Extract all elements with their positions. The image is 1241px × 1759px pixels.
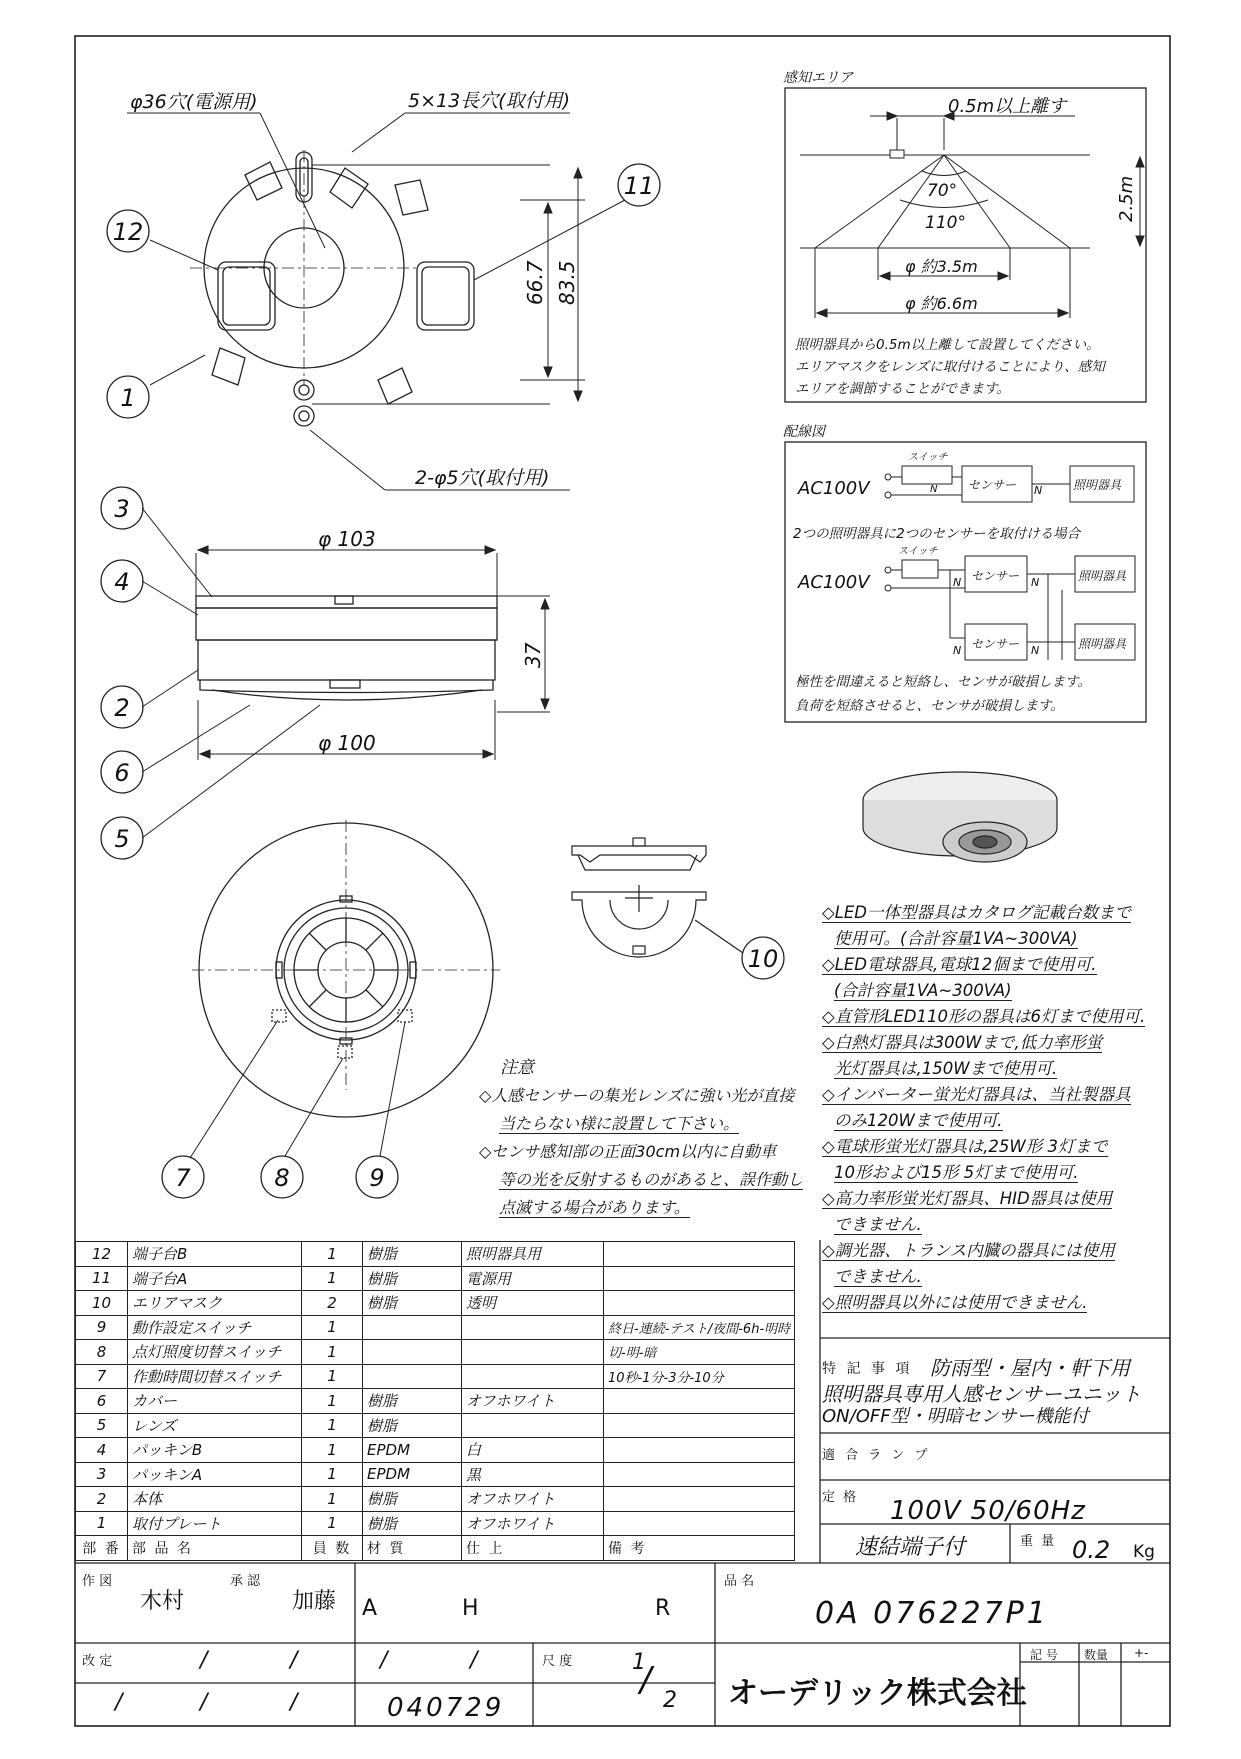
area-note-3: エリアを調節することができます。	[795, 381, 1010, 397]
wiring-ac-2: AC100V	[798, 572, 870, 593]
parts-cell: 樹脂	[363, 1413, 462, 1438]
scale-slash: /	[640, 1660, 652, 1700]
parts-cell	[462, 1364, 604, 1389]
usage-12: ◇高力率形蛍光灯器具、HID器具は使用	[822, 1189, 1113, 1208]
parts-cell: 1	[76, 1511, 128, 1536]
approved-label: 承 認	[230, 1574, 261, 1589]
usage-5: ◇直管形LED110形の器具は6灯まで使用可.	[822, 1007, 1146, 1026]
parts-cell: パッキンA	[128, 1462, 302, 1487]
usage-16: ◇照明器具以外には使用できません.	[822, 1293, 1088, 1312]
balloon-8: 8	[274, 1164, 290, 1192]
rating-label: 定 格	[822, 1490, 859, 1505]
parts-cell	[604, 1438, 795, 1463]
parts-cell: 9	[76, 1315, 128, 1340]
wiring-n-1a: N	[930, 484, 938, 495]
bottom-view	[192, 820, 500, 1117]
angle70-label: 70°	[927, 181, 958, 201]
usage-6: ◇白熱灯器具は300Wまで,低力率形蛍	[822, 1033, 1103, 1052]
revision-slash-2: /	[290, 1648, 298, 1673]
scale-denominator: 2	[663, 1688, 677, 1713]
parts-cell: 動作設定スイッチ	[128, 1315, 302, 1340]
scale-numerator: 1	[632, 1650, 646, 1675]
parts-cell: 黒	[462, 1462, 604, 1487]
detection-diagram	[800, 112, 1144, 318]
parts-cell: 4	[76, 1438, 128, 1463]
product-label: 品 名	[724, 1574, 755, 1589]
lamp-label: 適 合 ラ ン プ	[822, 1448, 931, 1463]
parts-cell: カバー	[128, 1389, 302, 1414]
detection-area-title: 感知エリア	[783, 70, 853, 86]
product-name-1: 照明器具専用人感センサーユニット	[822, 1382, 1142, 1406]
parts-cell: 1	[302, 1315, 363, 1340]
parts-cell: 5	[76, 1413, 128, 1438]
sensor-perspective	[863, 772, 1057, 862]
parts-cell: 1	[302, 1438, 363, 1463]
parts-cell	[604, 1487, 795, 1512]
parts-cell	[604, 1389, 795, 1414]
product-name-2: ON/OFF型・明暗センサー機能付	[822, 1406, 1089, 1427]
parts-cell: 照明器具用	[462, 1242, 604, 1267]
parts-cell: 6	[76, 1389, 128, 1414]
revision-slash-5: /	[115, 1690, 123, 1715]
parts-cell: 10	[76, 1291, 128, 1316]
parts-cell: 12	[76, 1242, 128, 1267]
callout-slot: 5×13長穴(取付用)	[408, 90, 571, 112]
wiring-n-2b: N	[953, 644, 962, 657]
rev-h: H	[462, 1596, 479, 1621]
parts-cell: レンズ	[128, 1413, 302, 1438]
wiring-title: 配線図	[783, 424, 825, 440]
parts-cell	[604, 1511, 795, 1536]
usage-2: 使用可。(合計容量1VA~300VA)	[834, 929, 1078, 948]
wiring-n-2a: N	[953, 576, 962, 589]
symbol-label: 記 号	[1030, 1648, 1058, 1662]
parts-cell: パッキンB	[128, 1438, 302, 1463]
body	[198, 640, 495, 680]
weight-label: 重 量	[1020, 1534, 1057, 1549]
parts-header-cell: 仕 上	[462, 1536, 604, 1561]
parts-cell: EPDM	[363, 1438, 462, 1463]
parts-cell: 電源用	[462, 1266, 604, 1291]
usage-13: できません.	[834, 1215, 922, 1234]
revision-slash-4: /	[470, 1648, 478, 1673]
revision-slash-3: /	[380, 1648, 388, 1673]
top-view	[190, 150, 474, 426]
parts-cell: 1	[302, 1462, 363, 1487]
wiring-sensor-2a: センサー	[971, 569, 1020, 583]
caution-line-4: 等の光を反射するものがあると、誤作動し	[499, 1170, 804, 1189]
dim-100: φ 100	[318, 731, 376, 755]
parts-cell: 端子台B	[128, 1242, 302, 1267]
parts-row	[76, 1266, 795, 1291]
parts-cell: オフホワイト	[462, 1487, 604, 1512]
tokki-value: 防雨型・屋内・軒下用	[930, 1356, 1130, 1380]
parts-cell	[604, 1266, 795, 1291]
parts-cell: 終日-連続-テスト/夜間-6h-明時	[604, 1315, 795, 1340]
parts-row	[76, 1413, 795, 1438]
top-leaders	[127, 113, 625, 490]
parts-cell: オフホワイト	[462, 1511, 604, 1536]
balloon-11: 11	[623, 172, 655, 200]
caution-line-1: ◇人感センサーの集光レンズに強い光が直接	[479, 1086, 795, 1105]
parts-cell: 1	[302, 1487, 363, 1512]
wiring-ac-1: AC100V	[798, 478, 870, 499]
balloon-5: 5	[114, 825, 130, 853]
usage-10: ◇電球形蛍光灯器具は,25W形 3灯まで	[822, 1137, 1108, 1156]
parts-row	[76, 1364, 795, 1389]
area-note-1: 照明器具から0.5m以上離して設置してください。	[795, 337, 1100, 353]
parts-row	[76, 1291, 795, 1316]
balloons	[101, 164, 784, 1198]
wiring-n-1b: N	[1034, 484, 1043, 497]
revision-slash-7: /	[290, 1690, 298, 1715]
plus-minus-label: +-	[1134, 1646, 1149, 1660]
parts-header-cell: 部 番	[76, 1536, 128, 1561]
parts-cell	[462, 1413, 604, 1438]
usage-3: ◇LED電球器具,電球12個まで使用可.	[822, 955, 1097, 974]
caution-line-3: ◇センサ感知部の正面30cm以内に自動車	[479, 1142, 777, 1161]
parts-cell	[604, 1413, 795, 1438]
caution-title: 注意	[500, 1058, 534, 1078]
parts-row	[76, 1487, 795, 1512]
parts-cell	[462, 1315, 604, 1340]
usage-9: のみ120Wまで使用可.	[834, 1111, 1003, 1130]
area-note-2: エリアマスクをレンズに取付けることにより、感知	[795, 359, 1105, 375]
parts-cell: エリアマスク	[128, 1291, 302, 1316]
parts-cell: 取付プレート	[128, 1511, 302, 1536]
parts-cell: 樹脂	[363, 1291, 462, 1316]
parts-cell	[604, 1242, 795, 1267]
parts-cell: 8	[76, 1340, 128, 1365]
parts-cell: 1	[302, 1340, 363, 1365]
parts-header-cell: 員 数	[302, 1536, 363, 1561]
terminal-type: 速結端子付	[855, 1535, 966, 1560]
balloon-2: 2	[114, 694, 130, 722]
parts-header-cell: 備 考	[604, 1536, 795, 1561]
dim-103: φ 103	[318, 527, 376, 551]
parts-cell: 樹脂	[363, 1266, 462, 1291]
balloon-1: 1	[120, 384, 136, 412]
company-name: オーデリック株式会社	[728, 1676, 1027, 1711]
revision-slash-6: /	[200, 1690, 208, 1715]
parts-cell: 樹脂	[363, 1487, 462, 1512]
parts-cell: 1	[302, 1511, 363, 1536]
parts-cell: 2	[302, 1291, 363, 1316]
usage-4: (合計容量1VA~300VA)	[834, 981, 1012, 1000]
parts-row	[76, 1340, 795, 1365]
wiring-sensor-2b: センサー	[971, 637, 1020, 651]
dim-83-5: 83.5	[555, 260, 579, 305]
wiring-switch-2: スイッチ	[898, 546, 938, 557]
callout-hole5: 2-φ5穴(取付用)	[415, 467, 550, 489]
terminal-block-a	[417, 262, 474, 330]
parts-cell: EPDM	[363, 1462, 462, 1487]
balloon-6: 6	[114, 759, 130, 787]
parts-header-cell: 部 品 名	[128, 1536, 302, 1561]
wiring-lamp-2a: 照明器具	[1078, 569, 1127, 583]
scale-label: 尺 度	[542, 1654, 573, 1669]
rev-r: R	[655, 1596, 671, 1621]
parts-row	[76, 1315, 795, 1340]
rev-a: A	[362, 1596, 378, 1621]
caution-list	[479, 1082, 803, 1222]
usage-14: ◇調光器、トランス内臓の器具には使用	[822, 1241, 1115, 1260]
parts-cell: 1	[302, 1242, 363, 1267]
parts-cell	[604, 1291, 795, 1316]
usage-7: 光灯器具は,150Wまで使用可.	[834, 1059, 1058, 1078]
parts-cell: 11	[76, 1266, 128, 1291]
wiring-n-2d: N	[1031, 644, 1040, 657]
side-dimensions	[142, 508, 550, 838]
detection-area-box	[785, 88, 1146, 402]
parts-row	[76, 1242, 795, 1267]
balloon-7: 7	[175, 1164, 191, 1192]
parts-cell: 作動時間切替スイッチ	[128, 1364, 302, 1389]
parts-cell: オフホワイト	[462, 1389, 604, 1414]
caution-line-5: 点滅する場合があります。	[499, 1198, 690, 1217]
usage-notes	[822, 900, 1145, 1316]
dim-37: 37	[521, 642, 545, 668]
parts-cell: 本体	[128, 1487, 302, 1512]
usage-11: 10形および15形 5灯まで使用可.	[834, 1163, 1079, 1182]
angle110-label: 110°	[925, 213, 966, 233]
weight-value: 0.2	[1072, 1536, 1111, 1564]
balloon-4: 4	[114, 568, 130, 596]
diameter35-label: φ 約3.5m	[905, 257, 978, 276]
parts-cell: 1	[302, 1413, 363, 1438]
parts-cell: 切-明-暗	[604, 1340, 795, 1365]
caution-line-2: 当たらない様に設置して下さい。	[499, 1114, 740, 1133]
cover	[200, 680, 493, 693]
dim-66-7: 66.7	[523, 260, 547, 305]
approved-by: 加藤	[292, 1589, 337, 1614]
drawing-date: 040729	[387, 1693, 505, 1723]
parts-cell: 樹脂	[363, 1511, 462, 1536]
parts-cell: 白	[462, 1438, 604, 1463]
rating-value: 100V 50/60Hz	[890, 1496, 1086, 1526]
bottom-leaders	[190, 1020, 405, 1158]
parts-cell: 10秒-1分-3分-10分	[604, 1364, 795, 1389]
parts-cell: 1	[302, 1364, 363, 1389]
parts-row	[76, 1462, 795, 1487]
dist-label: 0.5m以上離す	[948, 96, 1067, 117]
parts-cell: 透明	[462, 1291, 604, 1316]
wiring-warn-1: 極性を間違えると短絡し、センサが破損します。	[795, 674, 1091, 690]
parts-row	[76, 1511, 795, 1536]
drawn-label: 作 図	[82, 1574, 113, 1589]
parts-row	[76, 1438, 795, 1463]
parts-cell: 点灯照度切替スイッチ	[128, 1340, 302, 1365]
parts-cell: 1	[302, 1266, 363, 1291]
wiring-lamp-1: 照明器具	[1073, 478, 1122, 492]
parts-header-cell: 材 質	[363, 1536, 462, 1561]
wiring-sensor-1: センサー	[968, 478, 1017, 492]
usage-8: ◇インバーター蛍光灯器具は、当社製器具	[822, 1085, 1131, 1104]
parts-cell: 7	[76, 1364, 128, 1389]
wiring-two-sensor: 2つの照明器具に2つのセンサーを取付ける場合	[793, 526, 1081, 542]
parts-cell	[462, 1340, 604, 1365]
side-view	[196, 596, 497, 700]
product-code: 0A 076227P1	[815, 1596, 1049, 1631]
tokki-label: 特 記 事 項	[822, 1361, 913, 1377]
parts-row	[76, 1389, 795, 1414]
qty-label: 数量	[1084, 1648, 1109, 1662]
revision-slash-1: /	[200, 1648, 208, 1673]
wiring-n-2c: N	[1031, 576, 1040, 589]
area-mask	[572, 838, 743, 957]
parts-cell	[363, 1315, 462, 1340]
packing-a	[196, 596, 497, 608]
drawn-by: 木村	[140, 1589, 185, 1614]
usage-15: できません.	[834, 1267, 922, 1286]
parts-cell	[363, 1364, 462, 1389]
parts-cell	[604, 1462, 795, 1487]
terminal-block-b	[218, 262, 275, 330]
parts-header-row	[76, 1536, 795, 1561]
balloon-9: 9	[369, 1164, 385, 1192]
wiring-switch-1: スイッチ	[908, 452, 948, 463]
parts-cell: 端子台A	[128, 1266, 302, 1291]
weight-unit: Kg	[1133, 1542, 1155, 1562]
parts-cell: 1	[302, 1389, 363, 1414]
parts-cell: 2	[76, 1487, 128, 1512]
packing-b	[196, 608, 497, 640]
parts-cell: 3	[76, 1462, 128, 1487]
diameter66-label: φ 約6.6m	[905, 294, 978, 313]
wiring-warn-2: 負荷を短絡させると、センサが破損します。	[795, 698, 1064, 714]
parts-body	[76, 1242, 795, 1561]
parts-list	[75, 1241, 795, 1561]
balloon-10: 10	[747, 945, 779, 973]
height-label: 2.5m	[1116, 175, 1137, 222]
revision-label: 改 定	[82, 1654, 113, 1669]
parts-cell: 樹脂	[363, 1389, 462, 1414]
wiring-lamp-2b: 照明器具	[1078, 637, 1127, 651]
parts-cell: 樹脂	[363, 1242, 462, 1267]
callout-hole36: φ36穴(電源用)	[130, 91, 258, 113]
balloon-12: 12	[112, 218, 144, 246]
usage-1: ◇LED一体型器具はカタログ記載台数まで	[822, 903, 1132, 922]
balloon-3: 3	[114, 495, 130, 523]
parts-cell	[363, 1340, 462, 1365]
